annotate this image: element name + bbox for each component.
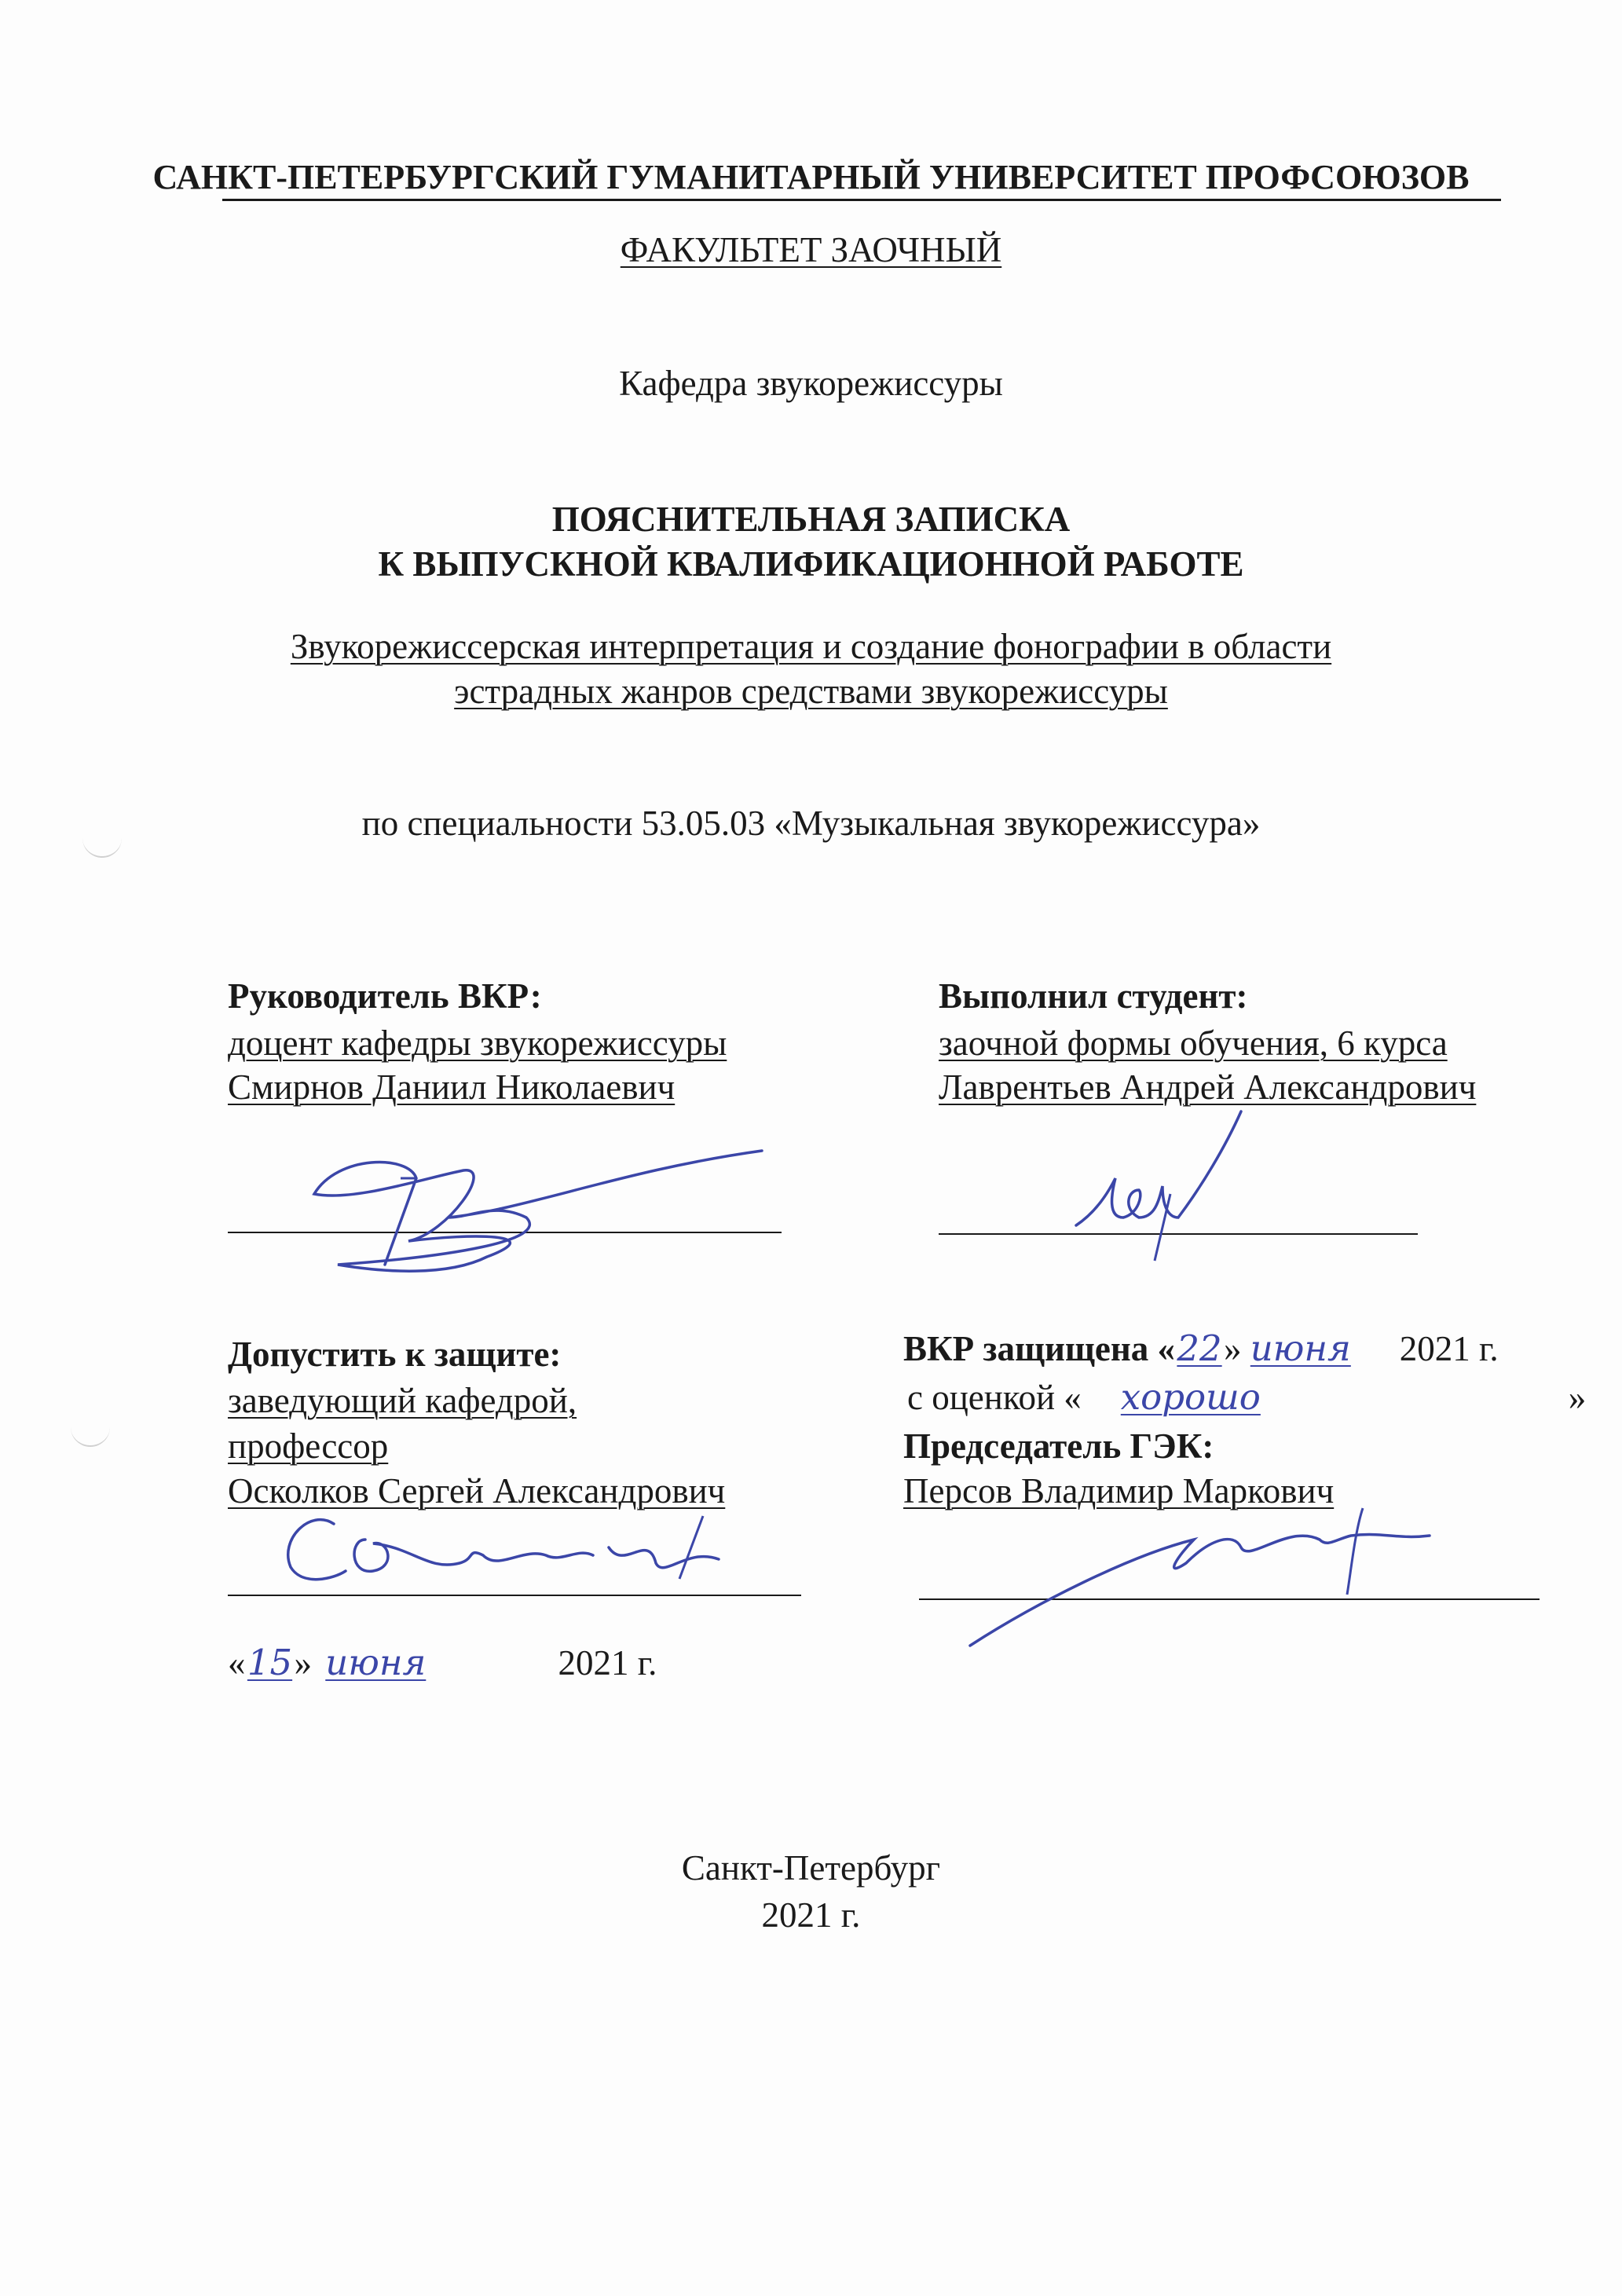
- supervisor-name: Смирнов Даниил Николаевич: [228, 1067, 676, 1107]
- footer-city: Санкт-Петербург: [681, 1848, 941, 1888]
- admission-date-year: 2021 г.: [558, 1643, 657, 1683]
- admission-position-1: заведующий кафедрой,: [228, 1381, 577, 1420]
- defense-year: 2021 г.: [1399, 1329, 1499, 1368]
- admission-date-day: 15: [247, 1642, 293, 1683]
- university-name: САНКТ-ПЕТЕРБУРГСКИЙ ГУМАНИТАРНЫЙ УНИВЕРСИТЕТ ПРОФСОЮЗОВ: [152, 158, 1470, 196]
- defense-grade-label: с оценкой «: [907, 1378, 1082, 1417]
- footer-year: 2021 г.: [761, 1895, 861, 1935]
- defense-grade-close: »: [1568, 1378, 1587, 1417]
- commission-chair-name: Персов Владимир Маркович: [903, 1471, 1335, 1511]
- document-title: [0, 497, 1622, 587]
- specialty: по специальности 53.05.03 «Музыкальная звукорежиссура»: [361, 804, 1261, 843]
- defense-grade-value: хорошо: [1120, 1376, 1261, 1418]
- defense-grade: [907, 1376, 1586, 1418]
- student-form: заочной формы обучения, 6 курса: [939, 1023, 1448, 1063]
- admission-position-2: профессор: [228, 1426, 389, 1466]
- admission-date-close: »: [294, 1643, 312, 1683]
- department-name: Кафедра звукорежиссуры: [619, 364, 1003, 403]
- university-underline: [222, 199, 1501, 201]
- student-signature: [1068, 1108, 1272, 1265]
- faculty-name: [0, 229, 1622, 270]
- defense-month: июня: [1250, 1327, 1351, 1369]
- thesis-topic: [0, 624, 1622, 714]
- admission-date-month: июня: [325, 1642, 427, 1683]
- student-heading: Выполнил студент:: [939, 976, 1248, 1016]
- commission-chair-signature: [958, 1492, 1445, 1650]
- faculty-name-text: ФАКУЛЬТЕТ ЗАОЧНЫЙ: [620, 230, 1002, 269]
- admission-heading: Допустить к защите:: [228, 1335, 562, 1374]
- admission-signature: [279, 1500, 750, 1602]
- thesis-topic-line-1: Звукорежиссерская интерпретация и создание фонографии в области: [290, 627, 1332, 666]
- supervisor-heading: Руководитель ВКР:: [228, 976, 542, 1016]
- student-name: Лаврентьев Андрей Александрович: [939, 1067, 1477, 1107]
- document-title-line-2: К ВЫПУСКНОЙ КВАЛИФИКАЦИОННОЙ РАБОТЕ: [378, 544, 1244, 584]
- supervisor-position: доцент кафедры звукорежиссуры: [228, 1023, 727, 1063]
- defense-label: ВКР защищена «: [903, 1329, 1176, 1368]
- thesis-topic-line-2: эстрадных жанров средствами звукорежиссуры: [454, 672, 1168, 711]
- commission-chair-heading: Председатель ГЭК:: [903, 1426, 1214, 1466]
- admission-date: [228, 1642, 657, 1683]
- punch-hole-mark-bottom: [71, 1406, 110, 1447]
- defense-date-close: »: [1224, 1329, 1242, 1368]
- document-title-line-1: ПОЯСНИТЕЛЬНАЯ ЗАПИСКА: [551, 500, 1071, 539]
- admission-date-open: «: [228, 1643, 246, 1683]
- defense-day: 22: [1177, 1327, 1222, 1369]
- admission-name: Осколков Сергей Александрович: [228, 1471, 726, 1511]
- defense-date: [903, 1327, 1499, 1369]
- supervisor-signature: [291, 1123, 778, 1296]
